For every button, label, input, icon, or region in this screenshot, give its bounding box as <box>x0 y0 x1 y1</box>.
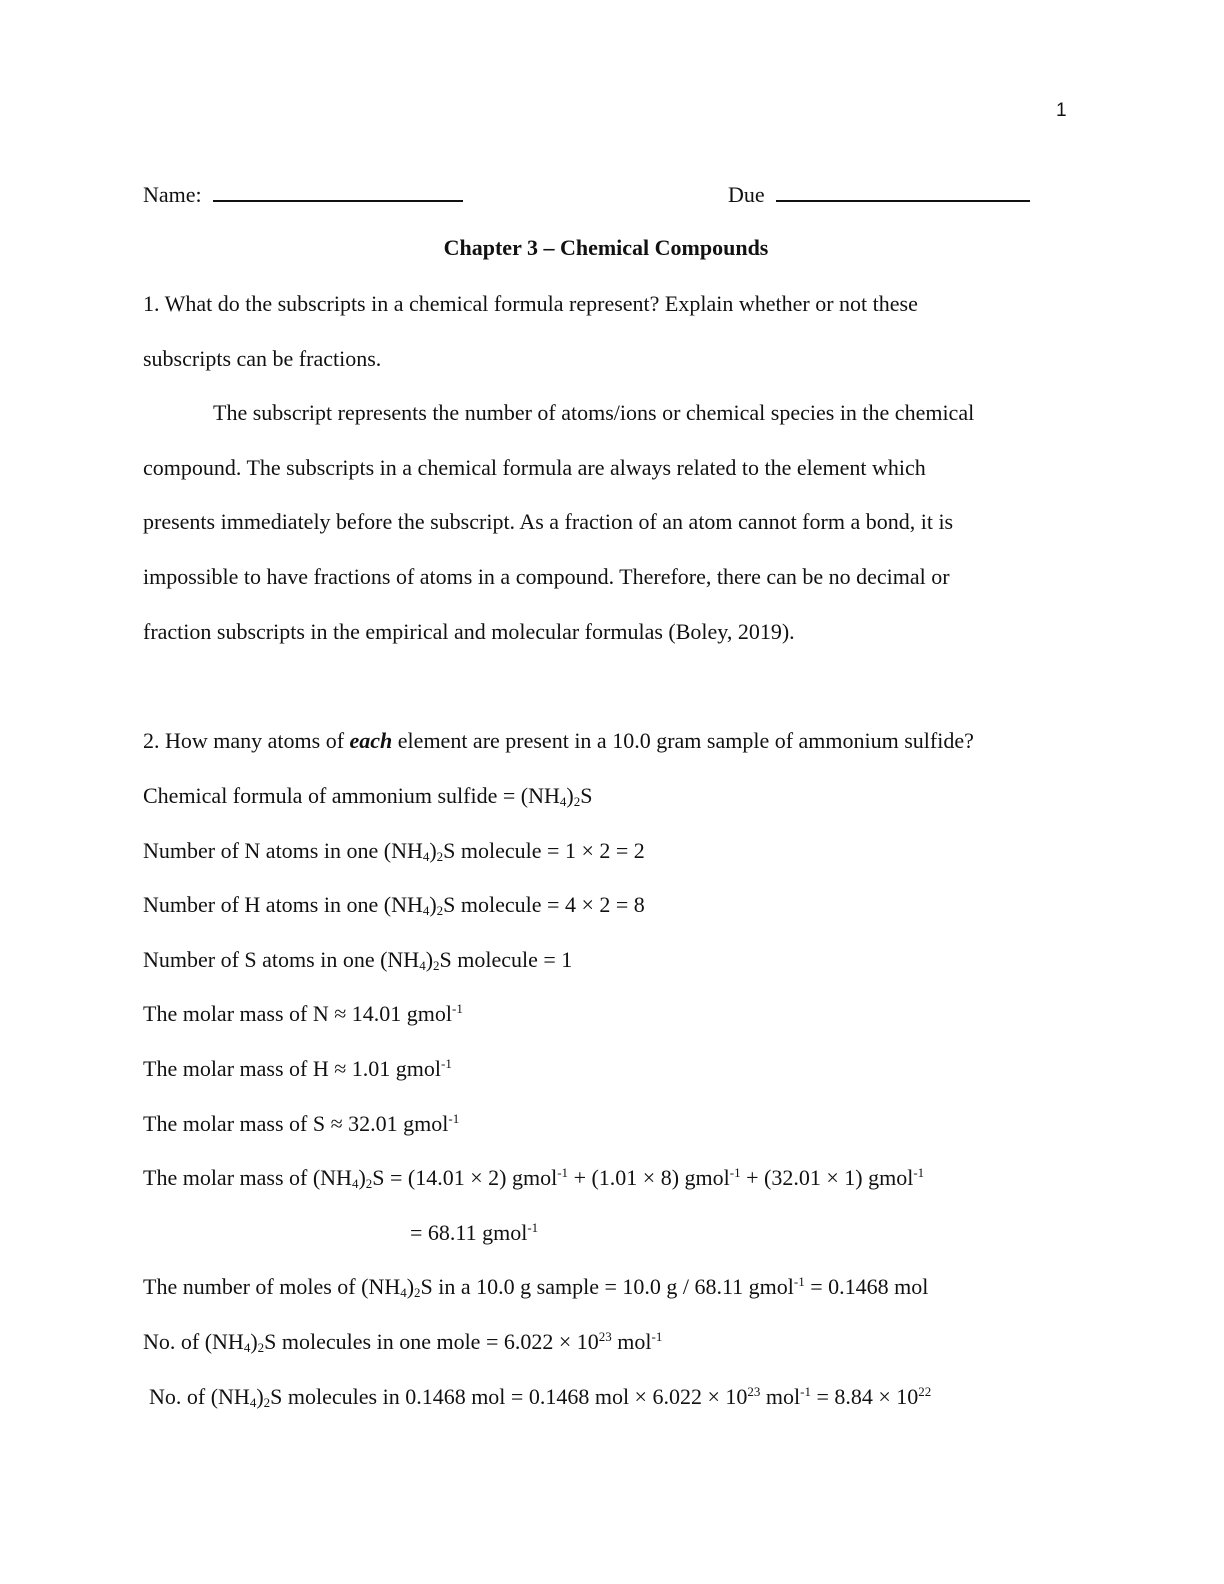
due-field <box>728 180 1030 209</box>
n-atoms-line: Number of N atoms in one $(NH_4)_2S$ molecule = 1 × 2 = 2 <box>143 838 645 864</box>
due-label: Due <box>728 182 765 207</box>
moles-line: The number of moles of $(NH_4)_2S$ in a 10.0 g sample = 10.0 g / 68.11 gmol$^{-1}$ = 0.1468 mol <box>143 1274 929 1300</box>
answer-1-line-3: presents immediately before the subscript. As a fraction of an atom cannot form a bond, it is <box>143 509 954 534</box>
answer-1-line-4: impossible to have fractions of atoms in a compound. Therefore, there can be no decimal or <box>143 564 950 589</box>
s-atoms-line: Number of S atoms in one $(NH_4)_2S$ molecule = 1 <box>143 947 573 973</box>
page-number: 1 <box>1056 100 1067 121</box>
molecules-per-mole-line: No. of $(NH_4)_2S$ molecules in one mole = $6.022 \times 10^{23}$ mol$^{-1}$ <box>143 1329 663 1355</box>
chapter-title: Chapter 3 – Chemical Compounds <box>443 235 769 260</box>
answer-1-line-5: fraction subscripts in the empirical and molecular formulas (Boley, 2019). <box>143 619 795 644</box>
molecules-in-sample-line: No. of $(NH_4)_2S$ molecules in 0.1468 mol = 0.1468 mol × $6.022 \times 10^{23}$ $mol^{-1} = 8.84 \times 10^{22}$ <box>149 1384 932 1410</box>
molar-mass-n: The molar mass of N ≈ 14.01 gmol$^{-1}$ <box>143 1001 463 1026</box>
question-2: 2. How many atoms of each element are present in a 10.0 gram sample of ammonium sulfide? <box>143 728 974 753</box>
question-1-line-2: subscripts can be fractions. <box>143 346 382 371</box>
formula-line: Chemical formula of ammonium sulfide = $(NH_4)_2S$ <box>143 783 593 809</box>
molar-mass-compound: The molar mass of $(NH_4)_2S = (14.01 \times 2)$ gmol$^{-1}$ + (1.01 × 8) gmol$^{-1}$ + (32.01 × 1) gmol$^{-1}$ <box>143 1165 925 1191</box>
molar-mass-s: The molar mass of S ≈ 32.01 gmol$^{-1}$ <box>143 1111 460 1136</box>
h-atoms-line: Number of H atoms in one $(NH_4)_2S$ molecule = 4 × 2 = 8 <box>143 892 645 918</box>
due-blank[interactable] <box>776 180 1030 202</box>
molar-mass-h: The molar mass of H ≈ 1.01 gmol$^{-1}$ <box>143 1056 452 1081</box>
name-label: Name: <box>143 182 202 207</box>
name-field <box>143 180 463 209</box>
name-blank[interactable] <box>213 180 463 202</box>
emphasis-each: each <box>349 728 393 753</box>
answer-1-line-1: The subscript represents the number of atoms/ions or chemical species in the chemical <box>213 400 975 425</box>
answer-1-line-2: compound. The subscripts in a chemical formula are always related to the element which <box>143 455 926 480</box>
question-1-line-1: 1. What do the subscripts in a chemical formula represent? Explain whether or not these <box>143 291 918 316</box>
molar-mass-result: = 68.11 gmol$^{-1}$ <box>410 1220 539 1245</box>
